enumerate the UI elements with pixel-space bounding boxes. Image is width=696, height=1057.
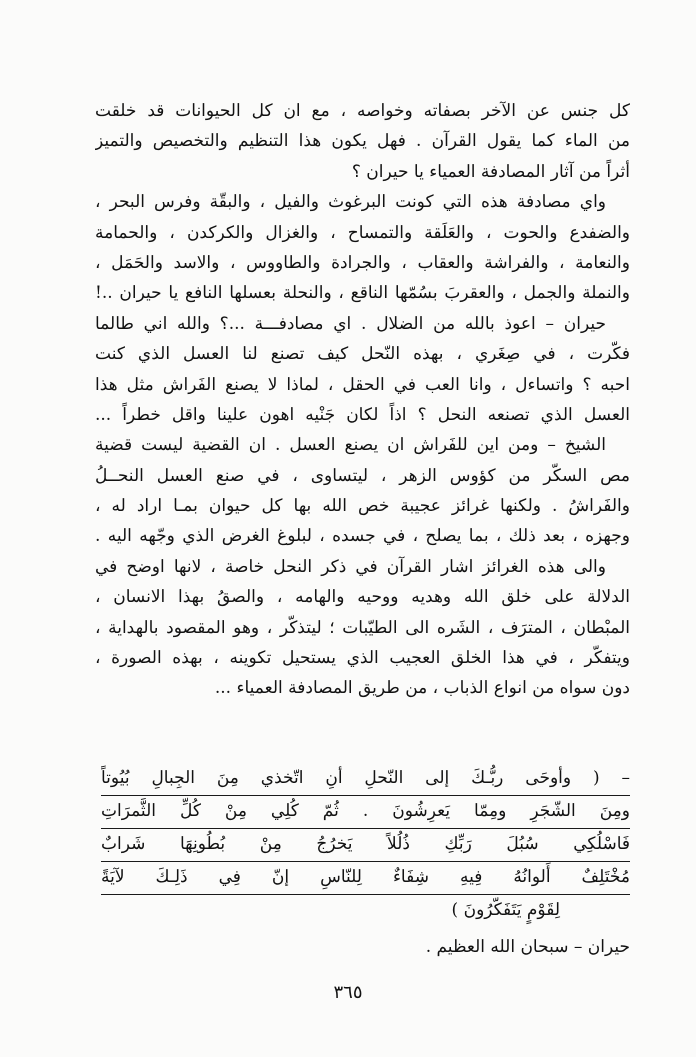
text-line: والنعامة ، والفراشة والعقاب ، والجرادة والطاووس ، والاسد والحَمَل ،	[95, 252, 630, 273]
verse-line: لِقَوْمٍ يَتَفَكّرُونَ )	[451, 900, 560, 920]
text-line: احبه ؟ واتساءل ، وانا العب في الحقل ، لماذا لا يصنع الفَراش مثل هذا	[95, 374, 630, 395]
text-line: والى هذه الغرائز اشار القرآن في ذكر النحل خاصة ، لانها اوضح في	[95, 556, 606, 577]
text-line: الشيخ – ومن اين للفَراش ان يصنع العسل . ان القضية ليست قضية	[95, 435, 606, 456]
verse-line: فَاسْلُكِي سُبُلَ رَبِّكِ ذُلُلاً يَخرُجُ مِنْ بُطُونِهَا شَرابٌ	[101, 829, 630, 862]
text-line: من الماء كما يقول القرآن . فهل يكون هذا التنظيم والتخصيص والتميز	[95, 131, 630, 152]
text-line: ويتفكّر ، في هذا الخلق العجيب الذي يستحيل تكوينه ، بهذه الصورة ،	[95, 648, 630, 669]
quran-verse	[101, 763, 630, 927]
text-line: واي مصادفة هذه التي كونت البرغوث والفيل ، والبقّة وفرس البحر ،	[95, 192, 606, 213]
body-text	[95, 96, 630, 704]
text-line: وجهزه ، بعد ذلك ، بما يصلح ، في جسده ، لبلوغ الغرض الذي وجّهه اليه .	[95, 526, 630, 547]
text-line: كل جنس عن الآخر بصفاته وخواصه ، مع ان كل الحيوانات قد خلقت	[95, 101, 630, 121]
verse-line: ومِنَ الشّجَرِ ومِمّا يَعرِشُونَ . ثُمّ كُلِي مِنْ كُلِّ الثَّمرَاتِ	[101, 796, 630, 829]
text-line: دون سواه من انواع الذباب ، من طريق المصادفة العمياء ...	[214, 678, 630, 699]
text-line: والفَراشُ . ولكنها غرائز عجيبة خص الله بها كل حيوان بمـا اراد له ،	[95, 496, 630, 517]
text-line: المبْطان ، المترَف ، الشَره الى الطيّبات ؛ ليتذكّر ، وهو المقصود بالهداية ،	[95, 617, 630, 638]
text-line: والنملة والجمل ، والعقربَ بسُمّها الناقع ، والنحلة بعسلها النافع يا حيران ..!	[95, 283, 630, 304]
text-line: أثراً من آثار المصادفة العمياء يا حيران ؟	[351, 161, 630, 182]
text-line: مص السكّر من كؤوس الزهر ، ليتساوى ، في صنع العسل النحــلُ	[95, 465, 630, 486]
text-line: حيران – اعوذ بالله من الضلال . اي مصادفـــة ...؟ والله اني طالما	[95, 313, 606, 334]
page-number: ٣٦٥	[333, 982, 363, 1003]
text-line: الدلالة على خلق الله وهديه ووحيه والهامه ، والصقُ بهذا الانسان ،	[95, 587, 630, 608]
text-line: فكّرت ، في صِغَري ، بهذه النّحل كيف تصنع لنا العسل الذي كنت	[95, 344, 630, 365]
verse-line: مُخْتَلِفٌ أَلوانُهُ فِيهِ شِفَاءٌ لِلنّاسِ إنّ فِي ذَلِـكَ لآيَةً	[101, 862, 630, 895]
text-line: العسل الذي تصنعه النحل ؟ اذاً لكان جَنْيه اهون علينا واقل خطراً ...	[95, 404, 630, 425]
verse-line: – ( وأوحَى ربُّـكَ إلى النّحلِ أنِ اتّخذي مِنَ الجِبالِ بُيُوتاً	[101, 763, 630, 796]
text-line: والضفدع والحوت ، والعَلَقة والتمساح ، والغزال والكركدن ، والحمامة	[95, 222, 630, 243]
closing-remark: حيران – سبحان الله العظيم .	[425, 937, 630, 957]
